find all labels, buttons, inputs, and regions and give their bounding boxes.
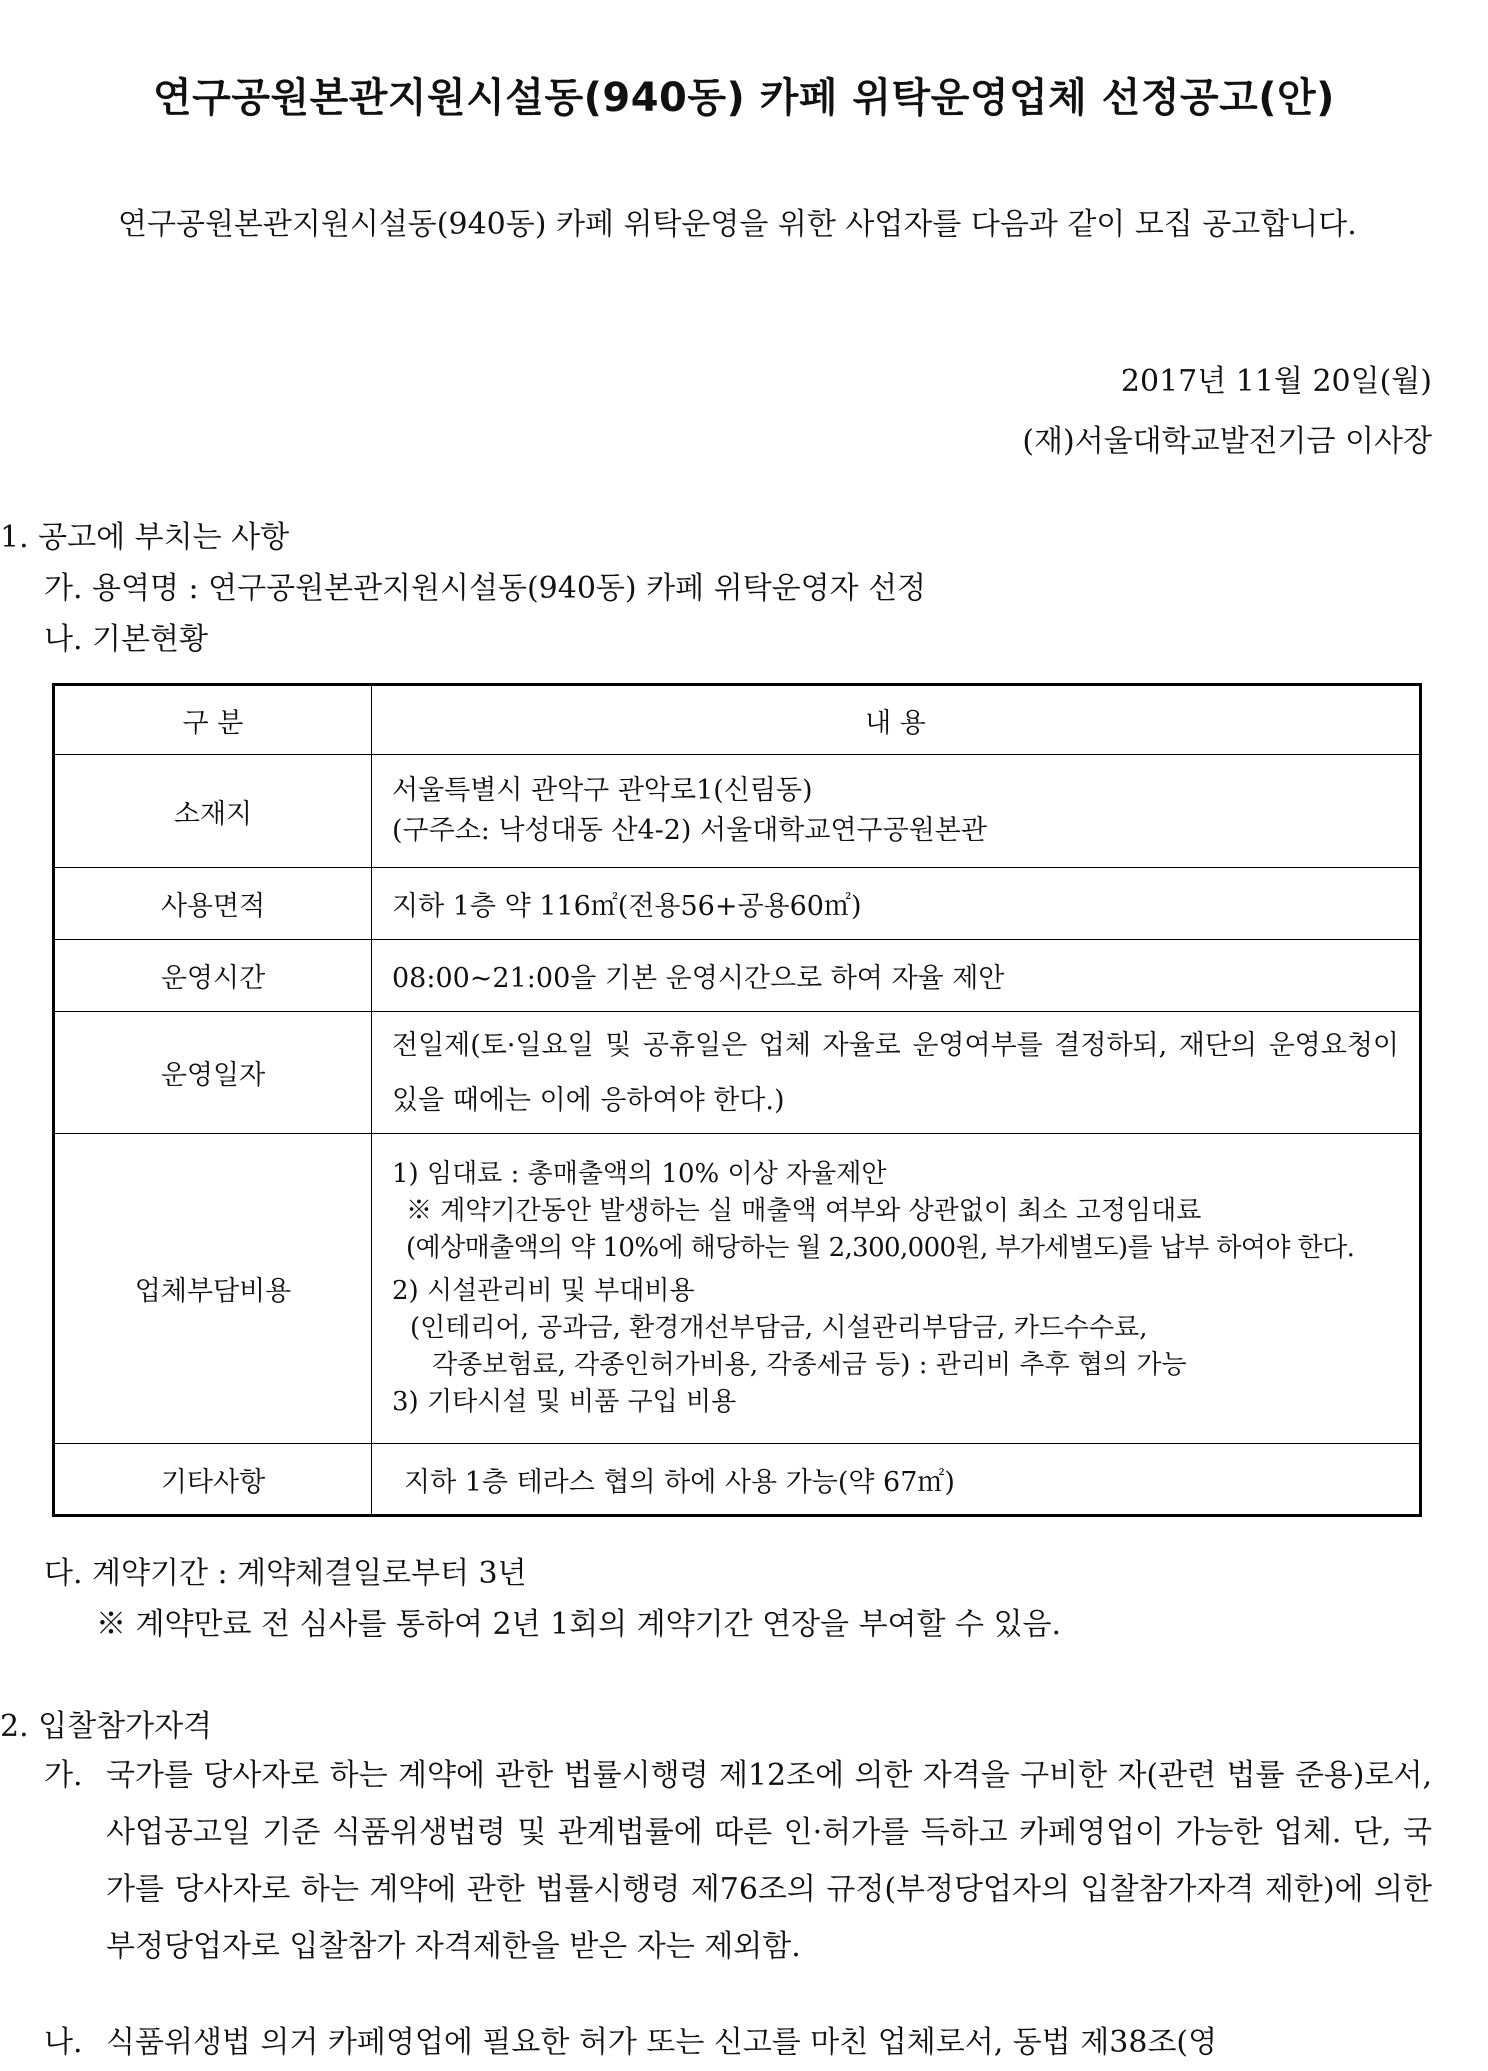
location-address: 서울특별시 관악구 관악로1(신림동) xyxy=(392,775,813,806)
etc-label: 기타사항 xyxy=(54,1444,372,1516)
cost-rent-note2: (예상매출액의 약 10%에 해당하는 월 2,300,000원, 부가세별도)를 납부 하여야 한다. xyxy=(406,1233,1355,1263)
location-old-address: (구주소: 낙성대동 산4-2) 서울대학교연구공원본관 xyxy=(392,815,987,846)
document-title: 연구공원본관지원시설동(940동) 카페 위탁운영업체 선정공고(안) xyxy=(153,75,1335,121)
cost-other: 3) 기타시설 및 비품 구입 비용 xyxy=(392,1387,737,1417)
section2-heading: 2. 입찰참가자격 xyxy=(0,1709,213,1744)
cost-label: 업체부담비용 xyxy=(54,1134,372,1444)
section1-item-ga: 가. 용역명 : 연구공원본관지원시설동(940동) 카페 위탁운영자 선정 xyxy=(44,571,927,606)
table-row-cost xyxy=(54,1134,1421,1444)
table-header-content: 내 용 xyxy=(372,685,1421,755)
date-block xyxy=(1022,352,1432,472)
section2-item-ga xyxy=(44,1747,1432,1975)
contract-extension-note: ※ 계약만료 전 심사를 통하여 2년 1회의 계약기간 연장을 부여할 수 있음. xyxy=(96,1607,1062,1642)
table-row-area xyxy=(54,868,1421,940)
table-row-etc xyxy=(54,1444,1421,1516)
table-header-row xyxy=(54,685,1421,755)
cost-facility-detail2: 각종보험료, 각종인허가비용, 각종세금 등) : 관리비 추후 협의 가능 xyxy=(432,1350,1187,1380)
location-label: 소재지 xyxy=(54,755,372,868)
days-label: 운영일자 xyxy=(54,1012,372,1134)
basic-status-table xyxy=(52,683,1422,1517)
table-row-location xyxy=(54,755,1421,868)
table-row-days xyxy=(54,1012,1421,1134)
section2-item-na-text: 식품위생법 의거 카페영업에 필요한 허가 또는 신고를 마친 업체로서, 동법 제38조(영 xyxy=(106,2025,1218,2060)
issuer-name: (재)서울대학교발전기금 이사장 xyxy=(1022,424,1432,459)
etc-value: 지하 1층 테라스 협의 하에 사용 가능(약 67㎡) xyxy=(372,1444,1421,1516)
table-header-category: 구 분 xyxy=(54,685,372,755)
hours-value: 08:00~21:00을 기본 운영시간으로 하여 자율 제안 xyxy=(372,940,1421,1012)
section1-item-na: 나. 기본현황 xyxy=(44,622,208,657)
area-label: 사용면적 xyxy=(54,868,372,940)
cost-facility-detail1: (인테리어, 공과금, 환경개선부담금, 시설관리부담금, 카드수수료, xyxy=(410,1313,1148,1343)
cost-rent: 1) 임대료 : 총매출액의 10% 이상 자율제안 xyxy=(392,1159,887,1189)
intro-paragraph: 연구공원본관지원시설동(940동) 카페 위탁운영을 위한 사업자를 다음과 같이 모집 공고합니다. xyxy=(118,207,1357,242)
section2-item-na xyxy=(44,2014,1432,2071)
section1-heading: 1. 공고에 부치는 사항 xyxy=(0,520,290,555)
table-row-hours xyxy=(54,940,1421,1012)
location-value xyxy=(372,755,1421,868)
cost-facility: 2) 시설관리비 및 부대비용 xyxy=(392,1276,695,1306)
area-value: 지하 1층 약 116㎡(전용56+공용60㎡) xyxy=(372,868,1421,940)
cost-rent-note1: ※ 계약기간동안 발생하는 실 매출액 여부와 상관없이 최소 고정임대료 xyxy=(406,1196,1202,1226)
days-value: 전일제(토·일요일 및 공휴일은 업체 자율로 운영여부를 결정하되, 재단의 운영요청이 있을 때에는 이에 응하여야 한다.) xyxy=(372,1012,1421,1134)
section1-item-da: 다. 계약기간 : 계약체결일로부터 3년 xyxy=(44,1556,527,1591)
hours-label: 운영시간 xyxy=(54,940,372,1012)
announcement-date: 2017년 11월 20일(월) xyxy=(1120,364,1432,399)
section2-item-ga-text: 국가를 당사자로 하는 계약에 관한 법률시행령 제12조에 의한 자격을 구비한 자(관련 법률 준용)로서, 사업공고일 기준 식품위생법령 및 관계법률에 따른 인·허가를 득하고 카페영업이 가능한 업체. 단, 국가를 당사자로 하는 계약에 관한 법률시행령 제76조의 규정(부정당업자의 입찰참가자격 제한)에 의한 부정당업자로 입찰참가 자격제한을 받은 자는 제외함. xyxy=(106,1758,1432,1964)
section2-item-ga-marker: 가. xyxy=(44,1758,83,1793)
cost-value xyxy=(372,1134,1421,1444)
section2-item-na-marker: 나. xyxy=(44,2025,83,2060)
